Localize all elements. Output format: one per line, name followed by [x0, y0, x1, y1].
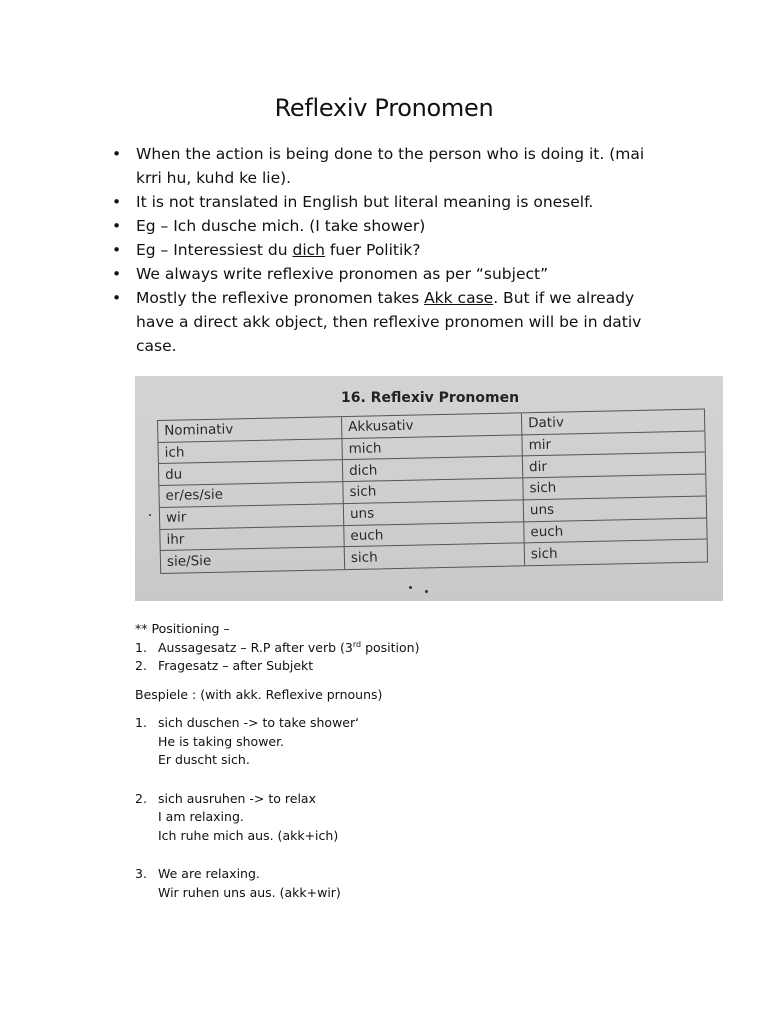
bullet-item	[112, 190, 672, 214]
table-cell: sich	[530, 545, 558, 563]
table-cell: uns	[344, 500, 524, 525]
photo-speck	[409, 586, 412, 589]
example-line: Wir ruhen uns aus. (akk+wir)	[158, 884, 341, 900]
bullet-dot-icon: •	[112, 241, 122, 259]
bullet-item	[112, 142, 672, 190]
table-cell: er/es/sie	[159, 482, 343, 508]
table-cell: mich	[342, 435, 522, 460]
list-item	[135, 865, 695, 902]
bullet-item	[112, 214, 672, 238]
bullet-dot-icon: •	[112, 145, 122, 163]
table-cell: uns	[524, 496, 706, 522]
table-cell: mir	[522, 431, 704, 457]
table-cell: sich	[523, 475, 705, 501]
bullet-text: Eg – Ich dusche mich. (I take shower)	[136, 217, 426, 235]
underlined-word: dich	[292, 241, 325, 259]
table-cell: du	[159, 461, 343, 487]
example-line: sich ausruhen -> to relax	[158, 790, 316, 806]
bullet-dot-icon: •	[112, 193, 122, 211]
bullet-text-post: . But if we already have a direct akk object, then reflexive pronomen will be in dativ case.	[136, 289, 642, 355]
examples-list	[135, 714, 695, 902]
bullet-text-post: fuer Politik?	[324, 241, 421, 259]
bullet-text: We always write reflexive pronomen as per “subject”	[136, 265, 549, 283]
table-cell: ihr	[160, 526, 344, 552]
table-photo	[135, 376, 723, 601]
bullet-text-pre: Eg – Interessiest du	[136, 241, 293, 259]
list-item	[135, 639, 695, 658]
example-line: Ich ruhe mich aus. (akk+ich)	[158, 827, 339, 843]
page-title: Reflexiv Pronomen	[274, 94, 494, 122]
bullet-item	[112, 262, 672, 286]
photo-title: 16. Reflexiv Pronomen	[341, 390, 520, 406]
bullet-item	[112, 286, 672, 358]
table-header: Dativ	[522, 410, 704, 436]
table-cell: sich	[343, 478, 523, 503]
example-line: I am relaxing.	[158, 809, 244, 824]
list-number: 2.	[135, 790, 147, 806]
table-cell: wir	[160, 504, 344, 530]
example-line: We are relaxing.	[158, 866, 260, 881]
table-cell: dir	[523, 453, 705, 479]
underlined-word: Akk case	[424, 289, 494, 307]
table-cell: sich	[345, 544, 525, 569]
bullet-dot-icon: •	[112, 265, 122, 283]
list-text-pre: Aussagesatz – R.P after verb (3	[158, 639, 353, 655]
pronoun-table	[157, 409, 708, 574]
bullet-item	[112, 238, 672, 262]
list-text-post: position)	[361, 639, 420, 655]
example-line: sich duschen -> to take shower‘	[158, 715, 360, 730]
list-number: 2.	[135, 658, 147, 673]
table-cell: sie/Sie	[161, 547, 345, 573]
list-item	[135, 657, 695, 676]
examples-heading: Bespiele : (with akk. Reflexive prnouns)	[135, 686, 383, 702]
bullet-dot-icon: •	[112, 289, 122, 307]
table-cell: euch	[344, 522, 524, 547]
list-number: 1.	[135, 715, 147, 730]
bullet-list	[112, 142, 672, 358]
table-cell: ich	[158, 439, 342, 465]
bullet-text: It is not translated in English but literal meaning is oneself.	[136, 193, 594, 211]
list-text-pre: Fragesatz – after Subjekt	[158, 658, 314, 673]
list-number: 1.	[135, 639, 147, 655]
bullet-text: When the action is being done to the person who is doing it. (mai krri hu, kuhd ke lie).	[136, 145, 645, 187]
table-header: Akkusativ	[342, 413, 522, 438]
photo-speck	[149, 514, 151, 516]
photo-speck	[425, 590, 428, 593]
table-cell: dich	[343, 457, 523, 482]
list-number: 3.	[135, 866, 147, 881]
example-line: He is taking shower.	[158, 733, 285, 749]
ordinal-suffix: rd	[352, 639, 362, 649]
example-line: Er duscht sich.	[158, 752, 250, 767]
table-header: Nominativ	[158, 417, 342, 443]
bullet-text-pre: Mostly the reflexive pronomen takes	[136, 289, 425, 307]
positioning-list	[135, 639, 695, 676]
list-item	[135, 790, 695, 846]
bullet-dot-icon: •	[112, 217, 122, 235]
table-cell: euch	[524, 518, 706, 544]
positioning-heading: ** Positioning –	[135, 621, 230, 636]
list-item	[135, 714, 695, 770]
notes-section	[135, 620, 695, 902]
